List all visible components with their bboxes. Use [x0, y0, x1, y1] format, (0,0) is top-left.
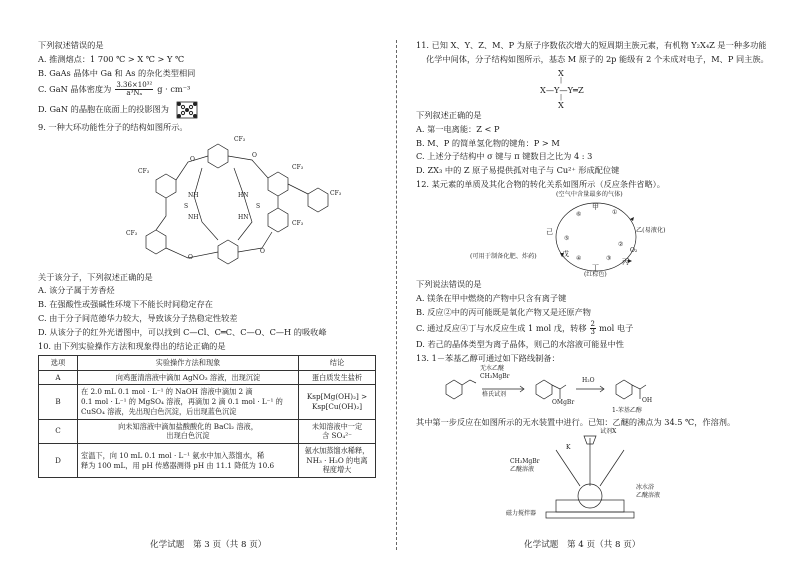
q11-option-c: C. 上述分子结构中 σ 键与 π 键数目之比为 4 : 3 — [416, 151, 593, 162]
nh-label-1: NH — [188, 191, 199, 199]
row-d-line-2: 释为 100 mL，用 pH 传感器测得 pH 由 11.1 降低为 10.6 — [81, 460, 275, 470]
struct-bond-up: | — [560, 76, 563, 84]
macrocycle-structure — [38, 136, 380, 272]
table-row — [39, 419, 376, 443]
row-c-line-2: 出现白色沉淀 — [166, 431, 210, 441]
cycle-num-1: ① — [612, 209, 618, 217]
o-label-4: O — [260, 247, 265, 255]
q12-ask: 下列说法错误的是 — [416, 279, 482, 290]
cf3-label-3: CF₃ — [126, 229, 138, 237]
nh-label-2: NH — [188, 213, 199, 221]
row-d-con-3: 程度增大 — [322, 465, 352, 475]
q12-cycle-figure — [416, 193, 766, 279]
struct-top-x: X — [558, 67, 564, 78]
cf3-label-5: CF₃ — [330, 189, 342, 197]
q8-option-c: C. GaN 晶体密度为 — [38, 83, 112, 94]
q10-stem: 10. 由下列实验操作方法和现象得出的结论正确的是 — [38, 341, 226, 352]
q12-fraction — [590, 321, 596, 336]
cf3-label-2: CF₃ — [138, 167, 150, 175]
row-b-con-1: Ksp[Mg(OH)₂] > — [306, 392, 368, 402]
cycle-num-2: ② — [618, 241, 624, 249]
reagent2: H₂O — [582, 376, 595, 384]
row-c-option: C — [39, 419, 78, 443]
row-b-line-2: 0.1 mol · L⁻¹ 的 MgSO₄ 溶液，再滴加 2 滴 0.1 mol · L⁻¹ 的 — [81, 397, 283, 407]
right-column — [416, 40, 769, 522]
q11-ask: 下列叙述正确的是 — [416, 109, 482, 120]
q13-stem: 13. 1－苯基乙醇可通过如下路线制备： — [416, 352, 560, 363]
q12-option-b: B. 反应②中的丙可能既是氧化产物又是还原产物 — [416, 306, 591, 317]
q9-option-c: C. 由于分子间范德华力较大，导致该分子热稳定性较差 — [38, 313, 238, 324]
header-conclusion: 结论 — [299, 355, 376, 370]
cycle-num-6: ⑥ — [576, 211, 582, 219]
footer-page-4: 化学试题 第 4 页（共 8 页） — [524, 540, 641, 550]
o-label-2: O — [252, 151, 257, 159]
cycle-num-3: ③ — [606, 255, 612, 263]
cycle-num-4: ④ — [576, 255, 582, 263]
q11-line-1: 11. 已知 X、Y、Z、M、P 为原子序数依次增大的短周期主族元素，有机物 Y₂X₄Z 是一种多功能 — [416, 40, 767, 50]
apparatus-reagent-x: 试剂X — [600, 428, 617, 436]
struct-bond-down: | — [560, 93, 563, 101]
q12-option-c-row — [416, 321, 766, 337]
cycle-jia: 甲 — [592, 203, 599, 212]
q12-option-d: D. 若己的晶体类型为离子晶体，则己的水溶液可能显中性 — [416, 338, 624, 349]
apparatus-ch3mgbr: CH₃MgBr — [510, 458, 540, 466]
row-b-line-1: 在 2.0 mL 0.1 mol · L⁻¹ 的 NaOH 溶液中滴加 2 滴 — [81, 387, 253, 397]
row-c-con-1: 未知溶液中一定 — [311, 421, 363, 431]
table-row — [39, 443, 376, 477]
apparatus-drawing — [416, 430, 766, 522]
row-b-operation — [78, 385, 299, 419]
apparatus-stirrer: 磁力搅拌器 — [506, 510, 537, 518]
row-c-operation — [78, 419, 299, 443]
q13-route — [416, 364, 766, 417]
row-a-conclusion — [299, 370, 376, 385]
q9-stem: 9. 一种大环功能性分子的结构如图所示。 — [38, 121, 188, 132]
row-d-line-1: 室温下，向 10 mL 0.1 mol · L⁻¹ 氨水中加入蒸馏水，稀 — [81, 450, 265, 460]
oh-label: OH — [642, 396, 653, 404]
s-label-1: S — [184, 202, 189, 210]
column-divider — [396, 40, 397, 550]
q11-option-a: A. 第一电离能：Z < P — [416, 123, 500, 134]
cf3-label-6: CF₃ — [292, 219, 304, 227]
row-d-option: D — [39, 443, 78, 477]
q8-stem: 下列叙述错误的是 — [38, 40, 104, 50]
hn-label-2: HN — [238, 213, 249, 221]
q9-option-a: A. 该分子属于芳香烃 — [38, 285, 115, 296]
row-a-con-1: 蛋白质发生盐析 — [311, 372, 363, 382]
q8-option-d-row — [38, 100, 380, 120]
row-b-conclusion — [299, 385, 376, 419]
cycle-ji: 己 — [546, 228, 553, 237]
row-b-option: B — [39, 385, 78, 419]
apparatus-ether: 乙醚溶液 — [510, 466, 535, 474]
row-c-conclusion — [299, 419, 376, 443]
reagent1-mid: CH₃MgBr — [480, 372, 510, 380]
q12-frac-unit: mol 电子 — [598, 322, 634, 333]
q11-option-d: D. ZX₃ 中的 Z 原子易提供孤对电子与 Cu²⁺ 形成配位键 — [416, 165, 620, 176]
cf3-label-1: CF₃ — [234, 135, 246, 143]
row-d-conclusion — [299, 443, 376, 477]
row-a-operation — [78, 370, 299, 385]
row-d-con-2: NH₃ · H₂O 的电离 — [306, 455, 368, 465]
cycle-top-note: (空气中含量最多的气体) — [556, 191, 623, 199]
cycle-ding: 丁 — [592, 264, 599, 273]
row-a-line-1: 向鸡蛋清溶液中滴加 AgNO₃ 溶液，出现沉淀 — [115, 372, 261, 382]
q11-option-b: B. M、P 的简单氢化物的键角：P > M — [416, 137, 560, 148]
q9-option-d: D. 从该分子的红外光谱图中，可以找到 C—Cl、C═C、C—O、C—H 的吸收峰 — [38, 327, 327, 338]
q8-option-c-row — [38, 82, 380, 98]
reagent1-bot: 格氏试剂 — [482, 390, 507, 398]
table-row — [39, 370, 376, 385]
q12-stem: 12. 某元素的单质及其化合物的转化关系如图所示（反应条件省略）。 — [416, 179, 665, 190]
o-label-3: O — [188, 253, 193, 261]
row-b-con-2: Ksp[Cu(OH)₂] — [311, 401, 363, 411]
footer-page-3: 化学试题 第 3 页（共 8 页） — [150, 540, 267, 550]
density-denominator: a³Nₐ — [126, 89, 143, 98]
q13-note: 其中第一步反应在如图所示的无水装置中进行。已知：乙醚的沸点为 34.5 ℃，作溶剂。 — [416, 416, 736, 427]
q13-route-figure — [416, 364, 766, 417]
q11-line-2: 化学中间体，分子结构如图所示，基态 M 原子的 2p 能级有 2 个未成对电子，M、P 同主族。 — [426, 53, 769, 64]
q12-frac-num: 2 — [590, 320, 595, 329]
q11-structure — [416, 68, 766, 110]
apparatus-bath: 乙醚溶液 — [636, 492, 661, 500]
header-operation: 实验操作方法和现象 — [78, 355, 299, 370]
q8-option-b: B. GaAs 晶体中 Ga 和 As 的杂化类型相同 — [38, 67, 196, 78]
cycle-o2: O₂ — [630, 247, 638, 255]
row-c-line-1: 向未知溶液中滴加盐酸酸化的 BaCl₂ 溶液， — [118, 421, 258, 431]
struct-bottom-x: X — [558, 99, 564, 110]
cycle-wu: 戊 — [562, 250, 569, 259]
q8-option-d: D. GaN 的晶胞在底面上的投影图为 — [38, 103, 169, 114]
left-column — [38, 40, 380, 478]
cycle-num-5: ⑤ — [564, 235, 570, 243]
row-d-operation — [78, 443, 299, 477]
density-numerator: 3.36×10³² — [116, 81, 153, 90]
q12-option-a: A. 镁条在甲中燃烧的产物中只含有离子键 — [416, 293, 567, 304]
row-a-option: A — [39, 370, 78, 385]
product-label: 1-苯基乙醇 — [612, 406, 642, 414]
reagent1-top: 无水乙醚 — [480, 364, 505, 372]
q10-table — [38, 355, 376, 478]
s-label-2: S — [256, 202, 261, 210]
cf3-label-4: CF₃ — [292, 163, 304, 171]
apparatus-figure — [416, 430, 766, 522]
apparatus-k: K — [566, 444, 571, 452]
struct-center-row: X—Y—Y═Z — [540, 84, 584, 95]
cycle-red-note: (红棕色) — [584, 271, 607, 279]
hn-label-1: HN — [238, 191, 249, 199]
density-fraction — [115, 82, 153, 97]
q12-option-c: C. 通过反应④丁与水反应生成 1 mol 戊，转移 — [416, 322, 587, 333]
cycle-diagram — [416, 193, 766, 279]
density-unit: g · cm⁻³ — [157, 83, 191, 94]
header-option: 选项 — [39, 355, 78, 370]
q9-ask: 关于该分子，下列叙述正确的是 — [38, 271, 153, 282]
cycle-bing: 丙 — [622, 258, 629, 267]
table-header-row — [39, 355, 376, 370]
table-row — [39, 385, 376, 419]
cycle-yi: 乙(易液化) — [636, 227, 666, 235]
q12-frac-den: 3 — [590, 328, 595, 337]
q8-option-a: A. 推测熔点：1 700 ℃ > X ℃ > Y ℃ — [38, 53, 185, 64]
row-d-con-1: 氨水加蒸馏水稀释， — [304, 445, 370, 455]
apparatus-ice: 冰水浴 — [636, 484, 655, 492]
cycle-left-note: (可用于制备化肥、炸药) — [470, 253, 537, 261]
q9-option-b: B. 在强酸性或强碱性环境下不能长时间稳定存在 — [38, 299, 213, 310]
cell-projection-icon — [175, 100, 199, 120]
macrocycle-figure — [38, 136, 380, 272]
o-label-1: O — [190, 155, 195, 163]
omgbr-label: OMgBr — [552, 398, 575, 406]
row-c-con-2: 含 SO₄²⁻ — [322, 431, 352, 441]
row-b-line-3: CuSO₄ 溶液，先出现白色沉淀，后出现蓝色沉淀 — [81, 406, 237, 416]
